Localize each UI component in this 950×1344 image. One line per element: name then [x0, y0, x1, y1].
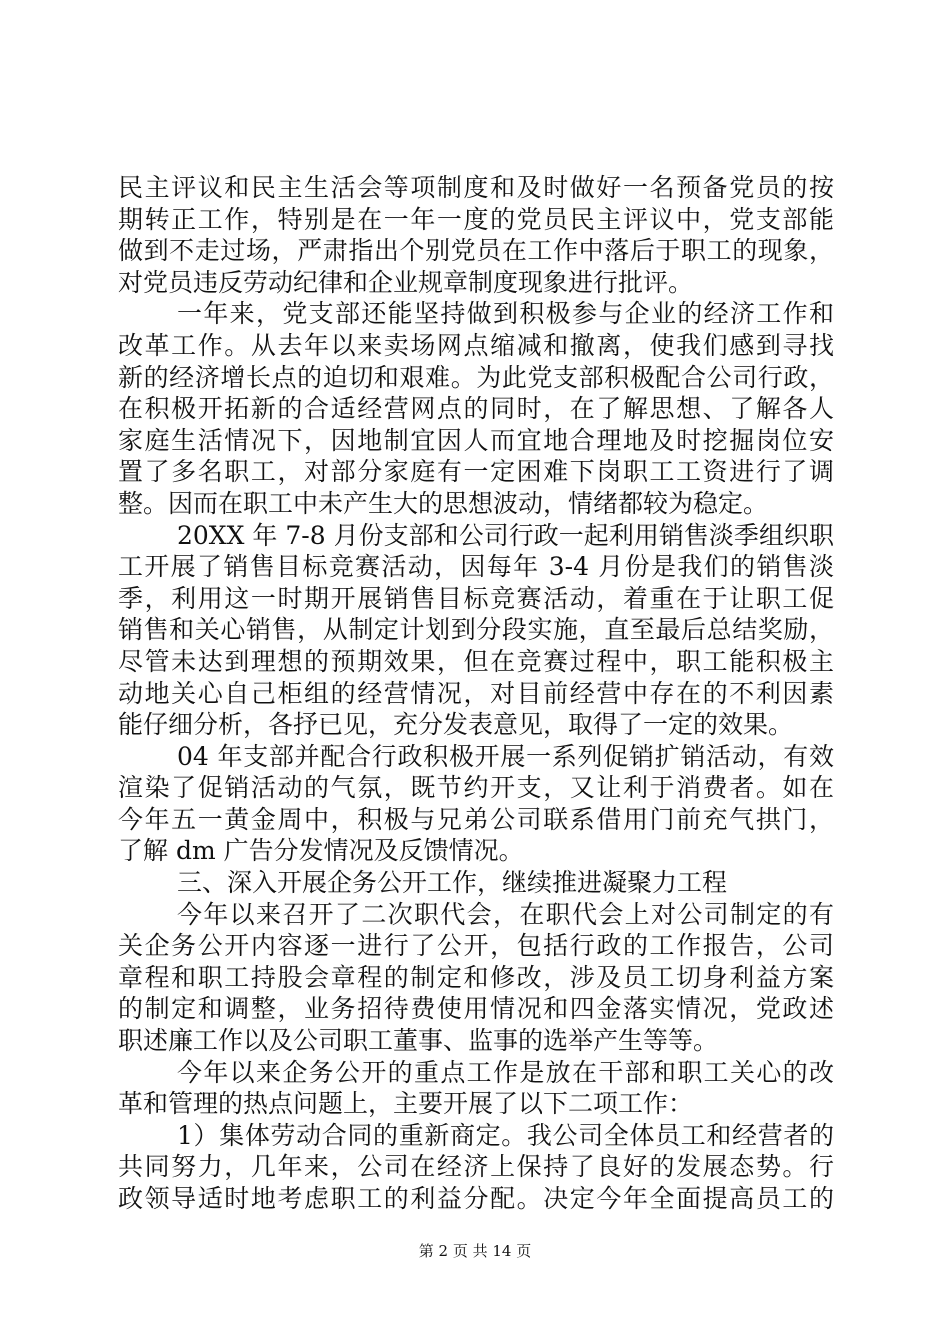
text-line: 今年以来召开了二次职代会，在职代会上对公司制定的有: [177, 899, 834, 929]
text-line: 能仔细分析，各抒已见，充分发表意见，取得了一定的效果。: [118, 710, 794, 740]
document-body: [118, 172, 834, 1215]
text-line: 期转正工作，特别是在一年一度的党员民主评议中，党支部能: [118, 204, 834, 234]
text-line: 整。因而在职工中未产生大的思想波动，情绪都较为稳定。: [118, 488, 769, 518]
text-line: 改革工作。从去年以来卖场网点缩减和撤离，使我们感到寻找: [118, 330, 834, 360]
text-line: 一年来，党支部还能坚持做到积极参与企业的经济工作和: [177, 299, 834, 329]
text-line: 三、深入开展企务公开工作，继续推进凝聚力工程: [177, 868, 728, 898]
text-line: 20XX 年 7-8 月份支部和公司行政一起利用销售淡季组织职: [177, 520, 834, 550]
text-line: 1）集体劳动合同的重新商定。我公司全体员工和经营者的: [177, 1120, 834, 1150]
text-line: 在积极开拓新的合适经营网点的同时，在了解思想、了解各人: [118, 394, 834, 424]
text-line: 政领导适时地考虑职工的利益分配。决定今年全面提高员工的: [118, 1184, 834, 1213]
text-line: 新的经济增长点的迫切和艰难。为此党支部积极配合公司行政，: [118, 362, 834, 392]
text-line: 做到不走过场，严肃指出个别党员在工作中落后于职工的现象，: [118, 236, 834, 266]
text-line: 季，利用这一时期开展销售目标竞赛活动，着重在于让职工促: [118, 583, 834, 613]
text-line: 了解 dm 广告分发情况及反馈情况。: [118, 836, 524, 866]
text-line: 04 年支部并配合行政积极开展一系列促销扩销活动，有效: [177, 741, 834, 771]
text-line: 对党员违反劳动纪律和企业规章制度现象进行批评。: [118, 267, 694, 297]
text-line: 章程和职工持股会章程的制定和修改，涉及员工切身利益方案: [118, 962, 834, 992]
text-line: 民主评议和民主生活会等项制度和及时做好一名预备党员的按: [118, 173, 834, 202]
text-line: 的制定和调整，业务招待费使用情况和四金落实情况，党政述: [118, 994, 834, 1024]
text-line: 动地关心自己柜组的经营情况，对目前经营中存在的不利因素: [118, 678, 834, 708]
text-line: 渲染了促销活动的气氛，既节约开支，又让利于消费者。如在: [118, 773, 834, 803]
text-line: 尽管未达到理想的预期效果，但在竞赛过程中，职工能积极主: [118, 646, 834, 676]
text-line: 革和管理的热点问题上，主要开展了以下二项工作：: [118, 1089, 694, 1119]
text-line: 工开展了销售目标竞赛活动，因每年 3-4 月份是我们的销售淡: [118, 552, 834, 582]
text-line: 职述廉工作以及公司职工董事、监事的选举产生等等。: [118, 1026, 719, 1056]
text-line: 销售和关心销售，从制定计划到分段实施，直至最后总结奖励，: [118, 615, 834, 645]
text-line: 共同努力，几年来，公司在经济上保持了良好的发展态势。行: [118, 1152, 834, 1182]
text-line: 家庭生活情况下，因地制宜因人而宜地合理地及时挖掘岗位安: [118, 425, 834, 455]
text-line: 今年五一黄金周中，积极与兄弟公司联系借用门前充气拱门，: [118, 804, 834, 834]
text-line: 置了多名职工，对部分家庭有一定困难下岗职工工资进行了调: [118, 457, 834, 487]
text-line: 关企务公开内容逐一进行了公开，包括行政的工作报告，公司: [118, 931, 834, 961]
page-footer: 第 2 页 共 14 页: [418, 1242, 532, 1260]
text-line: 今年以来企务公开的重点工作是放在干部和职工关心的改: [177, 1057, 834, 1087]
